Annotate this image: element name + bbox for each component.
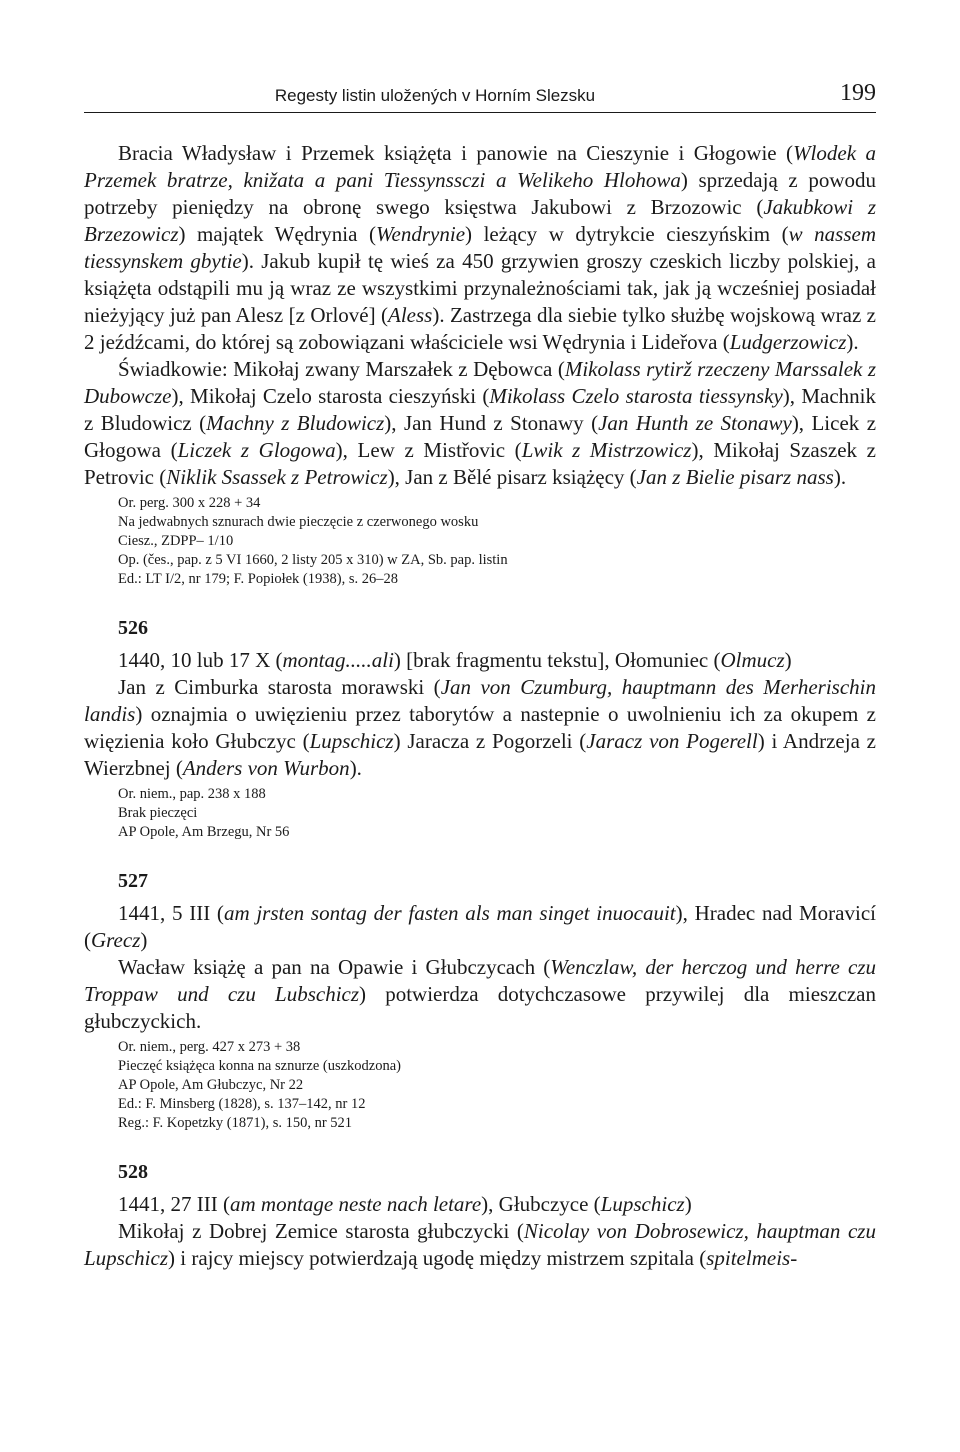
running-header [84,82,876,113]
entry-528-date: 1441, 27 III (am montage neste nach letare), Głubczyce (Lupschicz) [118,1192,692,1216]
note-line: Ed.: LT I/2, nr 179; F. Popiołek (1938), s. 26–28 [118,571,398,587]
entry-525-body: Bracia Władysław i Przemek książęta i panowie na Cieszynie i Głogowie (Wlodek a Przemek bratrze, knižata a pani Tiessynssczi a Welikeho Hlohowa) sprzedają z powodu potrzeby pieniędzy na obronę swego księstwa Jakubowi z Brzozowic (Jakubkowi z Brzezowicz) majątek Wędrynia (Wendrynie) leżący w dytrykcie cieszyńskim (w nassem tiessynskem gbytie). Jakub kupił tę wieś za 450 grzywien groszy czeskich liczby polskiej, a książęta odstąpili mu ją wraz ze wszystkimi przynależnościami tak, jak ją wcześniej posiadał nieżyjący już pan Alesz [z Orlové] (Aless). Zastrzega dla siebie tylko służbę wojskową wraz z 2 jeźdźcami, do której są zobowiązani właściciele wsi Wędrynia i Lideřova (Ludgerzowicz). [84,141,877,354]
header-title: Regesty listin uložených v Horním Slezsku [274,86,596,105]
note-line: AP Opole, Am Głubczyc, Nr 22 [118,1077,304,1093]
entry-526-notes [118,785,876,842]
entry-528-body: Mikołaj z Dobrej Zemice starosta głubczycki (Nicolay von Dobrosewicz, hauptman czu Lupschicz) i rajcy miejscy potwierdzają ugodę między mistrzem szpitala (spitelmeis- [84,1219,876,1270]
entry-526-body: Jan z Cimburka starosta morawski (Jan von Czumburg, hauptmann des Merherischin landis) oznajmia o uwięzieniu przez taborytów a nastepnie o uwolnieniu ich za okupem z więzienia koło Głubczyc (Lupschicz) Jaracza z Pogorzeli (Jaracz von Pogerell) i Andrzeja z Wierzbnej (Anders von Wurbon). [84,675,876,780]
entry-525-notes [118,494,876,589]
entry-526-number: 526 [118,617,148,639]
entry-527-notes [118,1038,876,1133]
entry-525-witnesses: Świadkowie: Mikołaj zwany Marszałek z Dębowca (Mikolass rytirž rzeczeny Marssalek z Dubowcze), Mikołaj Czelo starosta cieszyński (Mikolass Czelo starosta tiessynsky), Machnik z Bludowicz (Machny z Bludowicz), Jan Hund z Stonawy (Jan Hunth ze Stonawy), Licek z Głogowa (Liczek z Glogowa), Lew z Mistřovic (Lwik z Mistrzowicz), Mikołaj Szaszek z Petrovic (Niklik Ssassek z Petrowicz), Jan z Bělé pisarz książęcy (Jan z Bielie pisarz nass). [84,357,877,489]
note-line: Na jedwabnych sznurach dwie pieczęcie z czerwonego wosku [118,514,479,530]
note-line: Or. niem., pap. 238 x 188 [118,786,266,802]
entry-528-number: 528 [118,1161,148,1183]
note-line: Ed.: F. Minsberg (1828), s. 137–142, nr 12 [118,1096,366,1112]
entry-526-date: 1440, 10 lub 17 X (montag.....ali) [brak fragmentu tekstu], Ołomuniec (Olmucz) [118,648,792,672]
page-number: 199 [840,80,876,106]
note-line: Or. niem., perg. 427 x 273 + 38 [118,1039,301,1055]
note-line: Ciesz., ZDPP– 1/10 [118,533,234,549]
note-line: Op. (čes., pap. z 5 VI 1660, 2 listy 205 x 310) w ZA, Sb. pap. listin [118,552,508,568]
entry-527-date: 1441, 5 III (am jrsten sontag der fasten als man singet inuocauit), Hradec nad Moravicí (Grecz) [84,901,876,952]
entry-527-number: 527 [118,870,148,892]
note-line: Pieczęć książęca konna na sznurze (uszkodzona) [118,1058,402,1074]
note-line: Or. perg. 300 x 228 + 34 [118,495,261,511]
note-line: AP Opole, Am Brzegu, Nr 56 [118,824,290,840]
note-line: Reg.: F. Kopetzky (1871), s. 150, nr 521 [118,1115,353,1131]
note-line: Brak pieczęci [118,805,198,821]
entry-527-body: Wacław książę a pan na Opawie i Głubczycach (Wenczlaw, der herczog und herre czu Troppaw und czu Lubschicz) potwierdza dotychczasowe przywilej dla mieszczan głubczyckich. [84,955,877,1033]
main-text [84,140,876,1272]
